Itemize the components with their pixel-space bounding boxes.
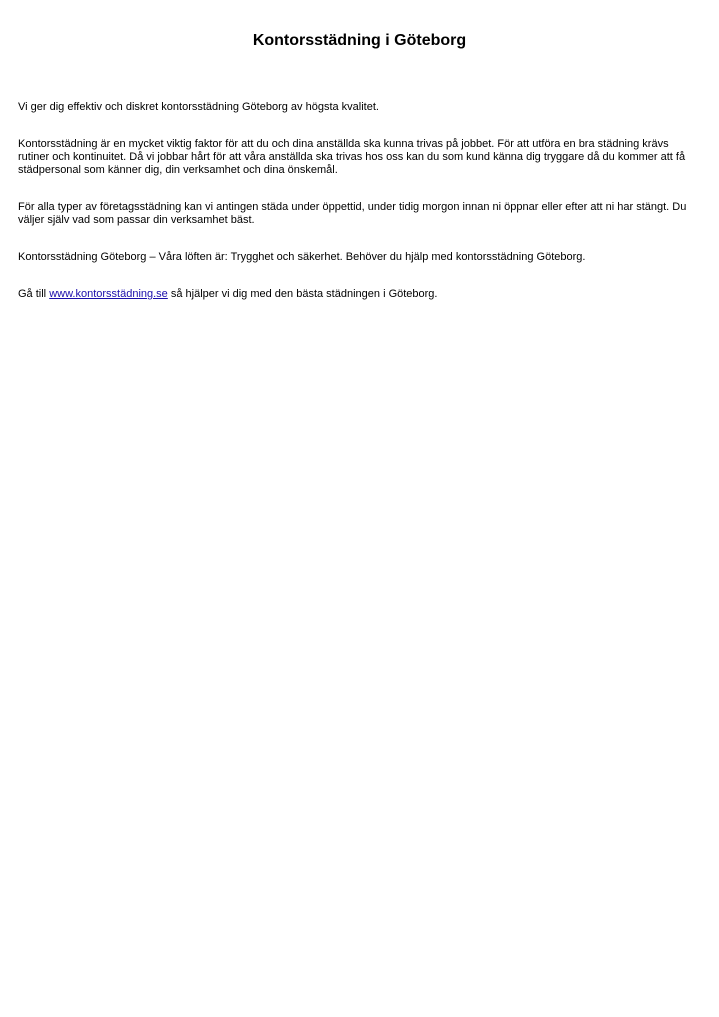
paragraph-promise: Kontorsstädning Göteborg – Våra löften är: Trygghet och säkerhet. Behöver du hjälp med kontorsstädning Göteborg.: [18, 251, 586, 263]
paragraph-schedule: För alla typer av företagsstädning kan vi antingen städa under öppettid, under tidig morgon innan ni öppnar eller efter att ni har stängt. Du väljer själv vad som passar din verksamhet bäst.: [18, 201, 687, 226]
paragraph-importance: Kontorsstädning är en mycket viktig faktor för att du och dina anställda ska kunna trivas på jobbet. För att utföra en bra städning krävs rutiner och kontinuitet. Då vi jobbar hårt för att våra anställda ska trivas hos oss kan du som kund känna dig tryggare då du kommer att få städpersonal som känner dig, din verksamhet och dina önskemål.: [18, 138, 686, 176]
paragraph-closing: [18, 288, 702, 301]
page-title: Kontorsstädning i Göteborg: [252, 32, 467, 49]
website-link[interactable]: www.kontorsstädning.se: [49, 288, 168, 300]
document-body: [18, 101, 702, 325]
paragraph-intro: Vi ger dig effektiv och diskret kontorsstädning Göteborg av högsta kvalitet.: [18, 101, 379, 113]
closing-prefix: Gå till: [18, 288, 50, 300]
closing-suffix: så hjälper vi dig med den bästa städningen i Göteborg.: [167, 288, 438, 300]
